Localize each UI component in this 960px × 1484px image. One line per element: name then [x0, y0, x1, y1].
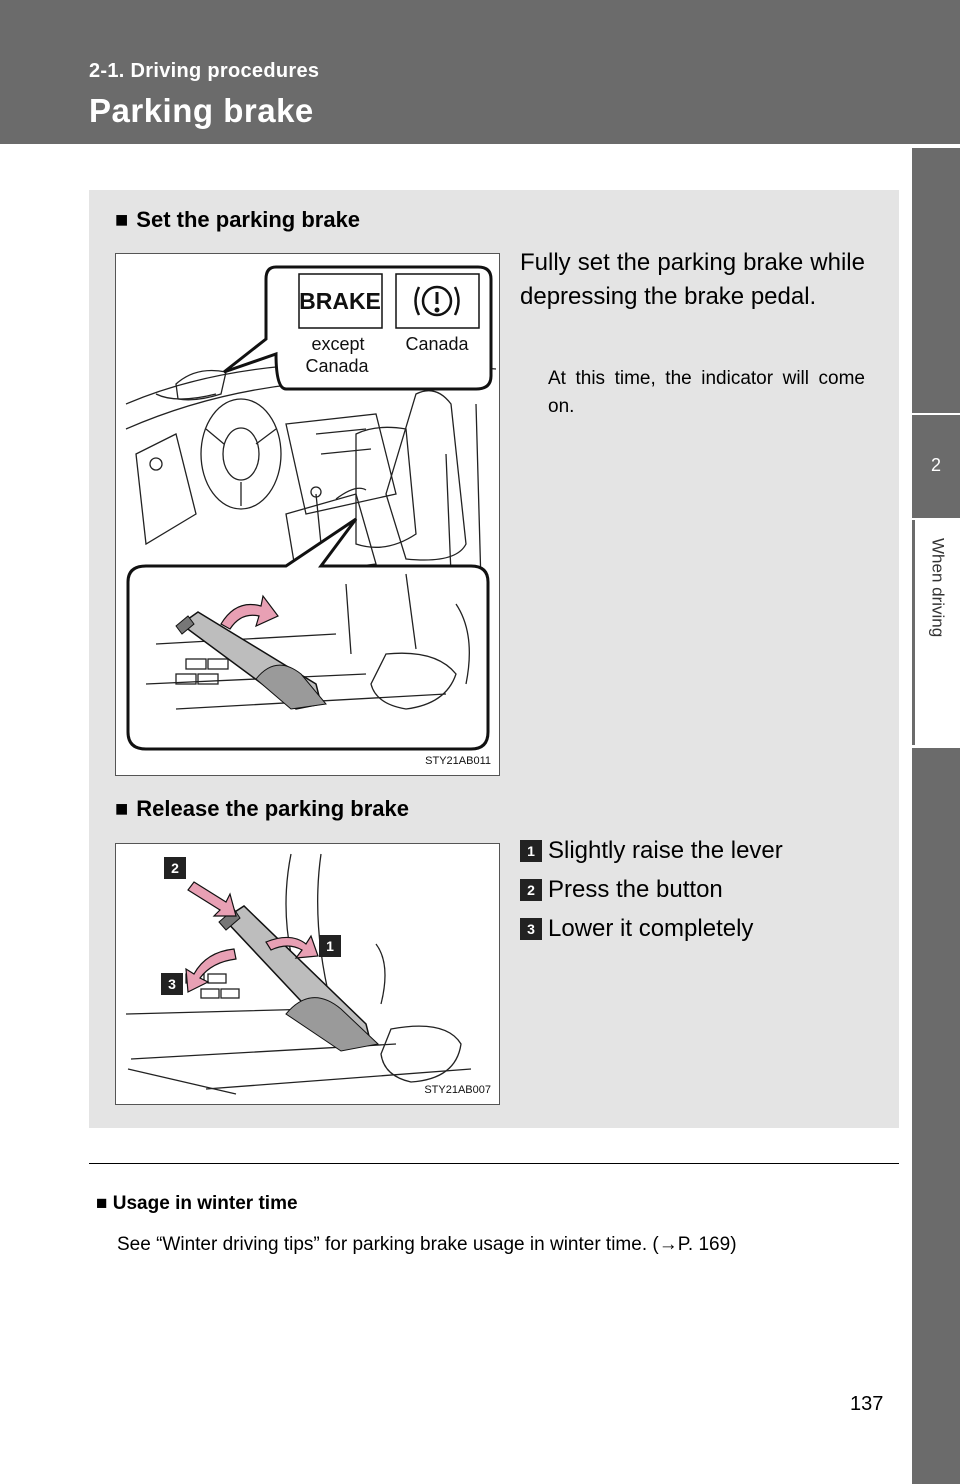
step-1: 1 Slightly raise the lever: [520, 837, 783, 865]
step-3-marker: 3: [168, 976, 176, 992]
section-title: 2-1. Driving procedures: [89, 60, 320, 82]
step-2-marker: 2: [171, 860, 179, 876]
svg-text:except: except: [311, 334, 365, 354]
page-title: Parking brake: [89, 92, 314, 129]
step-1-marker: 1: [326, 938, 334, 954]
press-arrow-icon: [188, 882, 236, 916]
figure-code: STY21AB007: [424, 1084, 491, 1096]
section-divider: [89, 1163, 899, 1164]
set-brake-instruction: Fully set the parking brake while depressing the brake pedal.: [520, 249, 865, 310]
content-panel: [89, 190, 899, 1128]
car-interior-drawing: [116, 254, 500, 776]
page-number: 137: [850, 1393, 884, 1415]
side-tab-bottom: [912, 748, 960, 1484]
release-lever-drawing: [116, 844, 500, 1105]
brake-indicator-text: BRAKE: [299, 288, 381, 314]
release-brake-heading: ■ Release the parking brake: [115, 796, 409, 821]
chapter-number: 2: [930, 455, 941, 475]
svg-text:Canada: Canada: [305, 356, 369, 376]
indicator-callout: [224, 267, 491, 389]
chapter-label: When driving: [928, 538, 948, 638]
note-body: See “Winter driving tips” for parking brake usage in winter time. (→P. 169): [117, 1234, 737, 1255]
set-brake-heading: ■ Set the parking brake: [115, 207, 361, 232]
chapter-tab: [912, 415, 960, 518]
figure-code: STY21AB011: [425, 755, 491, 767]
lower-arrow-icon: [186, 949, 236, 992]
set-brake-illustration: [115, 253, 500, 776]
side-tab-top: [912, 148, 960, 413]
step-2: 2 Press the button: [520, 876, 723, 904]
square-bullet-icon: ■: [115, 207, 129, 232]
lever-detail-callout: [128, 519, 488, 749]
step-3: 3 Lower it completely: [520, 915, 753, 943]
square-bullet-icon: ■: [115, 796, 129, 821]
set-brake-note: At this time, the indicator will come on.: [548, 368, 865, 417]
chapter-label-tab: [912, 520, 960, 745]
label-canada: Canada: [405, 334, 469, 354]
release-brake-illustration: [115, 843, 500, 1105]
page-header: [0, 0, 960, 144]
square-bullet-icon: ■: [96, 1193, 113, 1214]
parking-brake-lever: [219, 906, 378, 1051]
note-heading: ■ Usage in winter time: [96, 1193, 298, 1214]
